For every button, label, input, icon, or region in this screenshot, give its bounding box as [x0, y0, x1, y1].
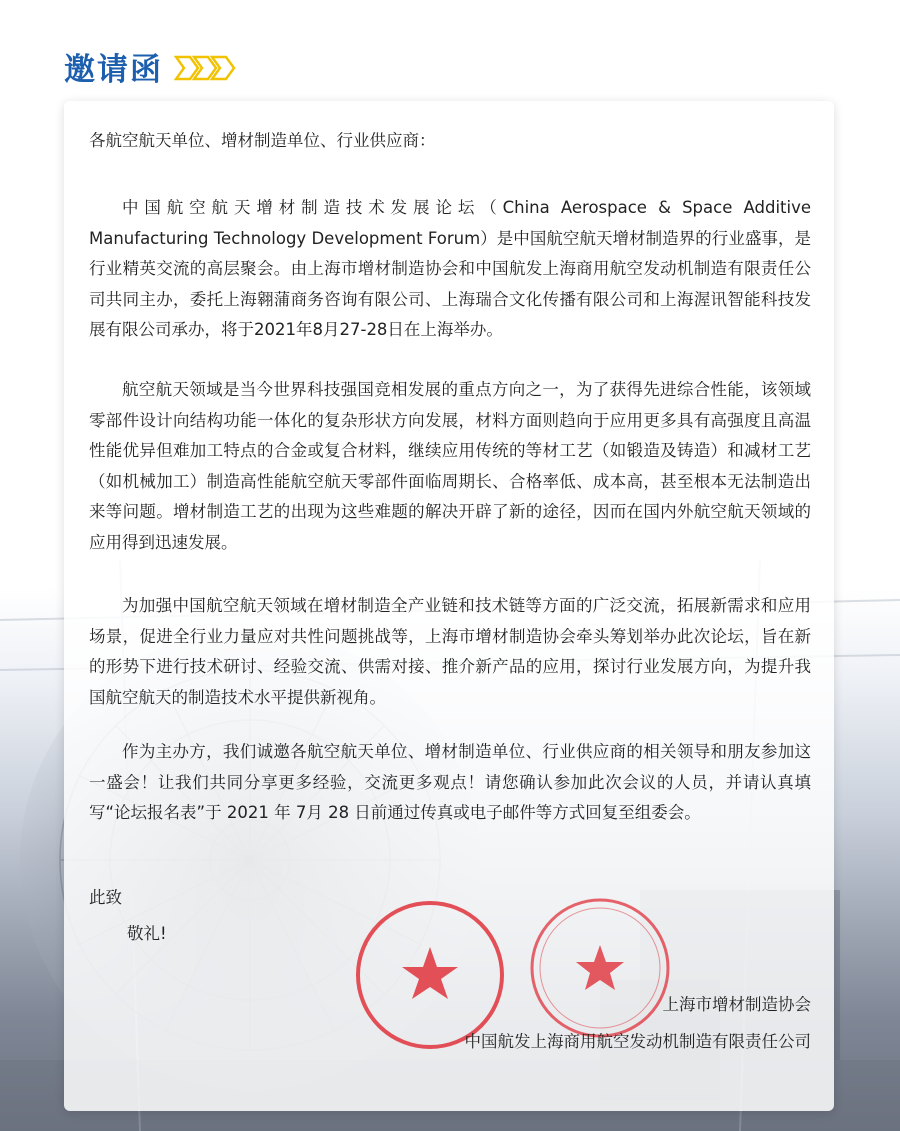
page-title: 邀请函 — [64, 52, 163, 88]
paragraph-intro: 中国航空航天增材制造技术发展论坛（China Aerospace & Space Additive Manufacturing Technology Development Forum）是中国航空航天增材制造界的行业盛事，是行业精英交流的高层聚会。由上海市增材制造协会和中国航发上海商用航空发动机制造有限责任公司共同主办，委托上海翱蒲商务咨询有限公司、上海瑞合文化传播有限公司和上海渥讯智能科技发展有限公司承办，将于2021年8月27-28日在上海举办。 — [89, 198, 811, 340]
closing-regards: 此致 — [89, 888, 122, 907]
paragraph-background: 航空航天领域是当今世界科技强国竞相发展的重点方向之一，为了获得先进综合性能，该领域零部件设计向结构功能一体化的复杂形状方向发展，材料方面则趋向于应用更多具有高强度且高温性能优异但难加工特点的合金或复合材料，继续应用传统的等材工艺（如锻造及铸造）和减材工艺（如机械加工）制造高性能航空航天零部件面临周期长、合格率低、成本高，甚至根本无法制造出来等问题。增材制造工艺的出现为这些难题的解决开辟了新的途径，因而在国内外航空航天领域的应用得到迅速发展。 — [89, 380, 811, 552]
triple-chevron-right-icon — [174, 54, 236, 82]
letter-salutation: 各航空航天单位、增材制造单位、行业供应商： — [89, 131, 436, 150]
signer-company: 中国航发上海商用航空发动机制造有限责任公司 — [464, 1032, 811, 1051]
closing-salute: 敬礼! — [127, 924, 167, 943]
signer-association: 上海市增材制造协会 — [662, 995, 811, 1014]
company-seal — [525, 893, 675, 1043]
paragraph-purpose: 为加强中国航空航天领域在增材制造全产业链和技术链等方面的广泛交流，拓展新需求和应用场景，促进全行业力量应对共性问题挑战等，上海市增材制造协会牵头筹划举办此次论坛，旨在新的形势下进行技术研讨、经验交流、供需对接、推介新产品的应用，探讨行业发展方向，为提升我国航空航天的制造技术水平提供新视角。 — [89, 596, 811, 707]
paragraph-invitation: 作为主办方，我们诚邀各航空航天单位、增材制造单位、行业供应商的相关领导和朋友参加这一盛会！让我们共同分享更多经验，交流更多观点！请您确认参加此次会议的人员，并请认真填写“论坛报名表”于 2021 年 7月 28 日前通过传真或电子邮件等方式回复至组委会。 — [89, 742, 811, 823]
